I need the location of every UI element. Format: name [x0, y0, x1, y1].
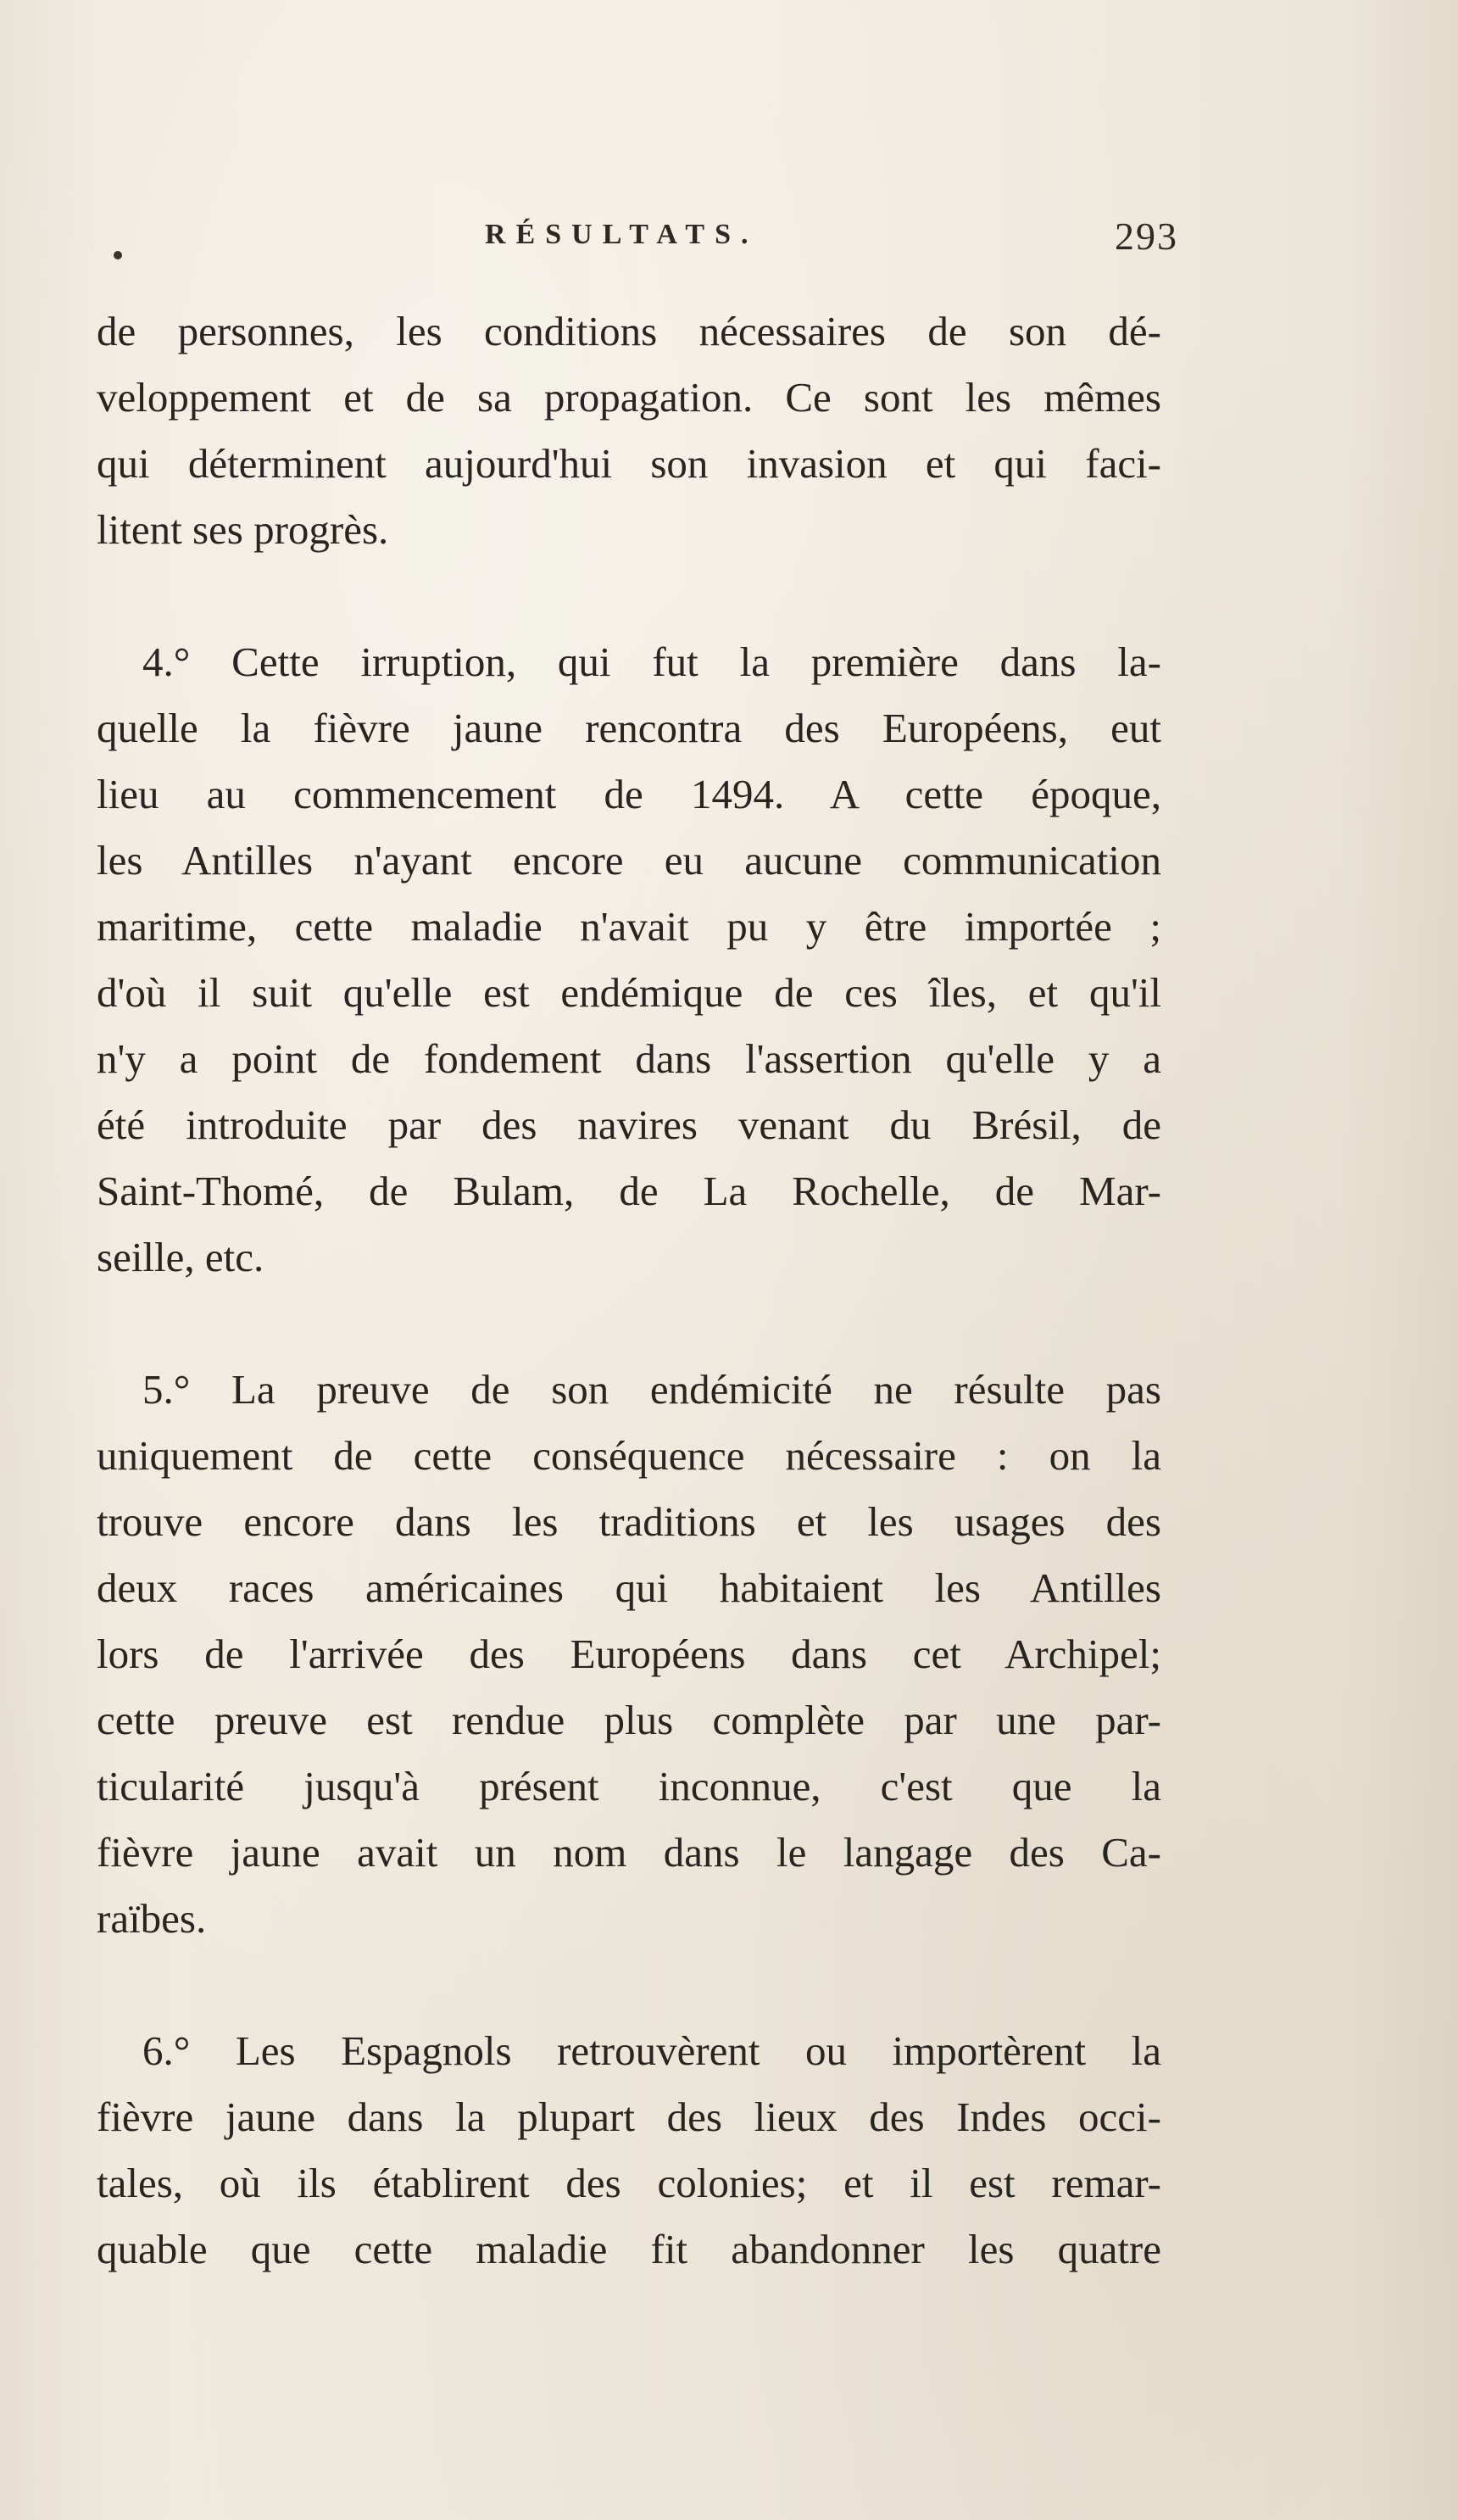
page-header — [93, 215, 1178, 270]
text-line: n'y a point de fondement dans l'assertion qu'elle y a — [97, 1035, 1161, 1082]
text-line: d'où il suit qu'elle est endémique de ces îles, et qu'il — [97, 969, 1161, 1016]
paragraph-6 — [97, 2018, 1161, 2283]
text-line: fièvre jaune dans la plupart des lieux des Indes occi- — [97, 2093, 1161, 2140]
text-line: quelle la fièvre jaune rencontra des Européens, eut — [97, 705, 1161, 751]
text-line: cette preuve est rendue plus complète par une par- — [97, 1697, 1161, 1743]
text-line: uniquement de cette conséquence nécessaire : on la — [97, 1432, 1161, 1479]
paragraph-5 — [97, 1357, 1161, 1952]
text-line: quable que cette maladie fit abandonner les quatre — [97, 2226, 1161, 2272]
text-line: les Antilles n'ayant encore eu aucune communication — [97, 837, 1161, 884]
text-line: deux races américaines qui habitaient les Antilles — [97, 1564, 1161, 1611]
text-line: été introduite par des navires venant du Brésil, de — [97, 1101, 1161, 1148]
text-line: ticularité jusqu'à présent inconnue, c'est que la — [97, 1763, 1161, 1809]
text-line: fièvre jaune avait un nom dans le langage des Ca- — [97, 1829, 1161, 1876]
body-text — [97, 298, 1161, 2283]
text-line: 6.° Les Espagnols retrouvèrent ou importèrent la — [142, 2027, 1161, 2074]
text-line: lieu au commencement de 1494. A cette époque, — [97, 771, 1161, 817]
text-line: maritime, cette maladie n'avait pu y être importée ; — [97, 903, 1161, 950]
paragraph-4 — [97, 629, 1161, 1291]
text-line: veloppement et de sa propagation. Ce sont les mêmes — [97, 374, 1161, 421]
text-line: raïbes. — [97, 1895, 207, 1942]
text-line: seille, etc. — [97, 1234, 264, 1280]
text-line: de personnes, les conditions nécessaires de son dé- — [97, 308, 1161, 354]
text-line: qui déterminent aujourd'hui son invasion et qui faci- — [97, 440, 1161, 487]
ink-speck — [114, 251, 122, 259]
paragraph-continuation — [97, 298, 1161, 563]
text-line: litent ses progrès. — [97, 506, 389, 553]
text-line: 4.° Cette irruption, qui fut la première dans la- — [142, 638, 1161, 685]
text-line: trouve encore dans les traditions et les usages des — [97, 1498, 1161, 1545]
page-number: 293 — [1115, 215, 1178, 258]
text-line: tales, où ils établirent des colonies; et il est remar- — [97, 2160, 1161, 2206]
running-head: RÉSULTATS. — [485, 219, 759, 250]
text-line: Saint-Thomé, de Bulam, de La Rochelle, de Mar- — [97, 1168, 1161, 1214]
text-line: 5.° La preuve de son endémicité ne résulte pas — [142, 1366, 1161, 1413]
text-line: lors de l'arrivée des Européens dans cet Archipel; — [97, 1631, 1161, 1677]
